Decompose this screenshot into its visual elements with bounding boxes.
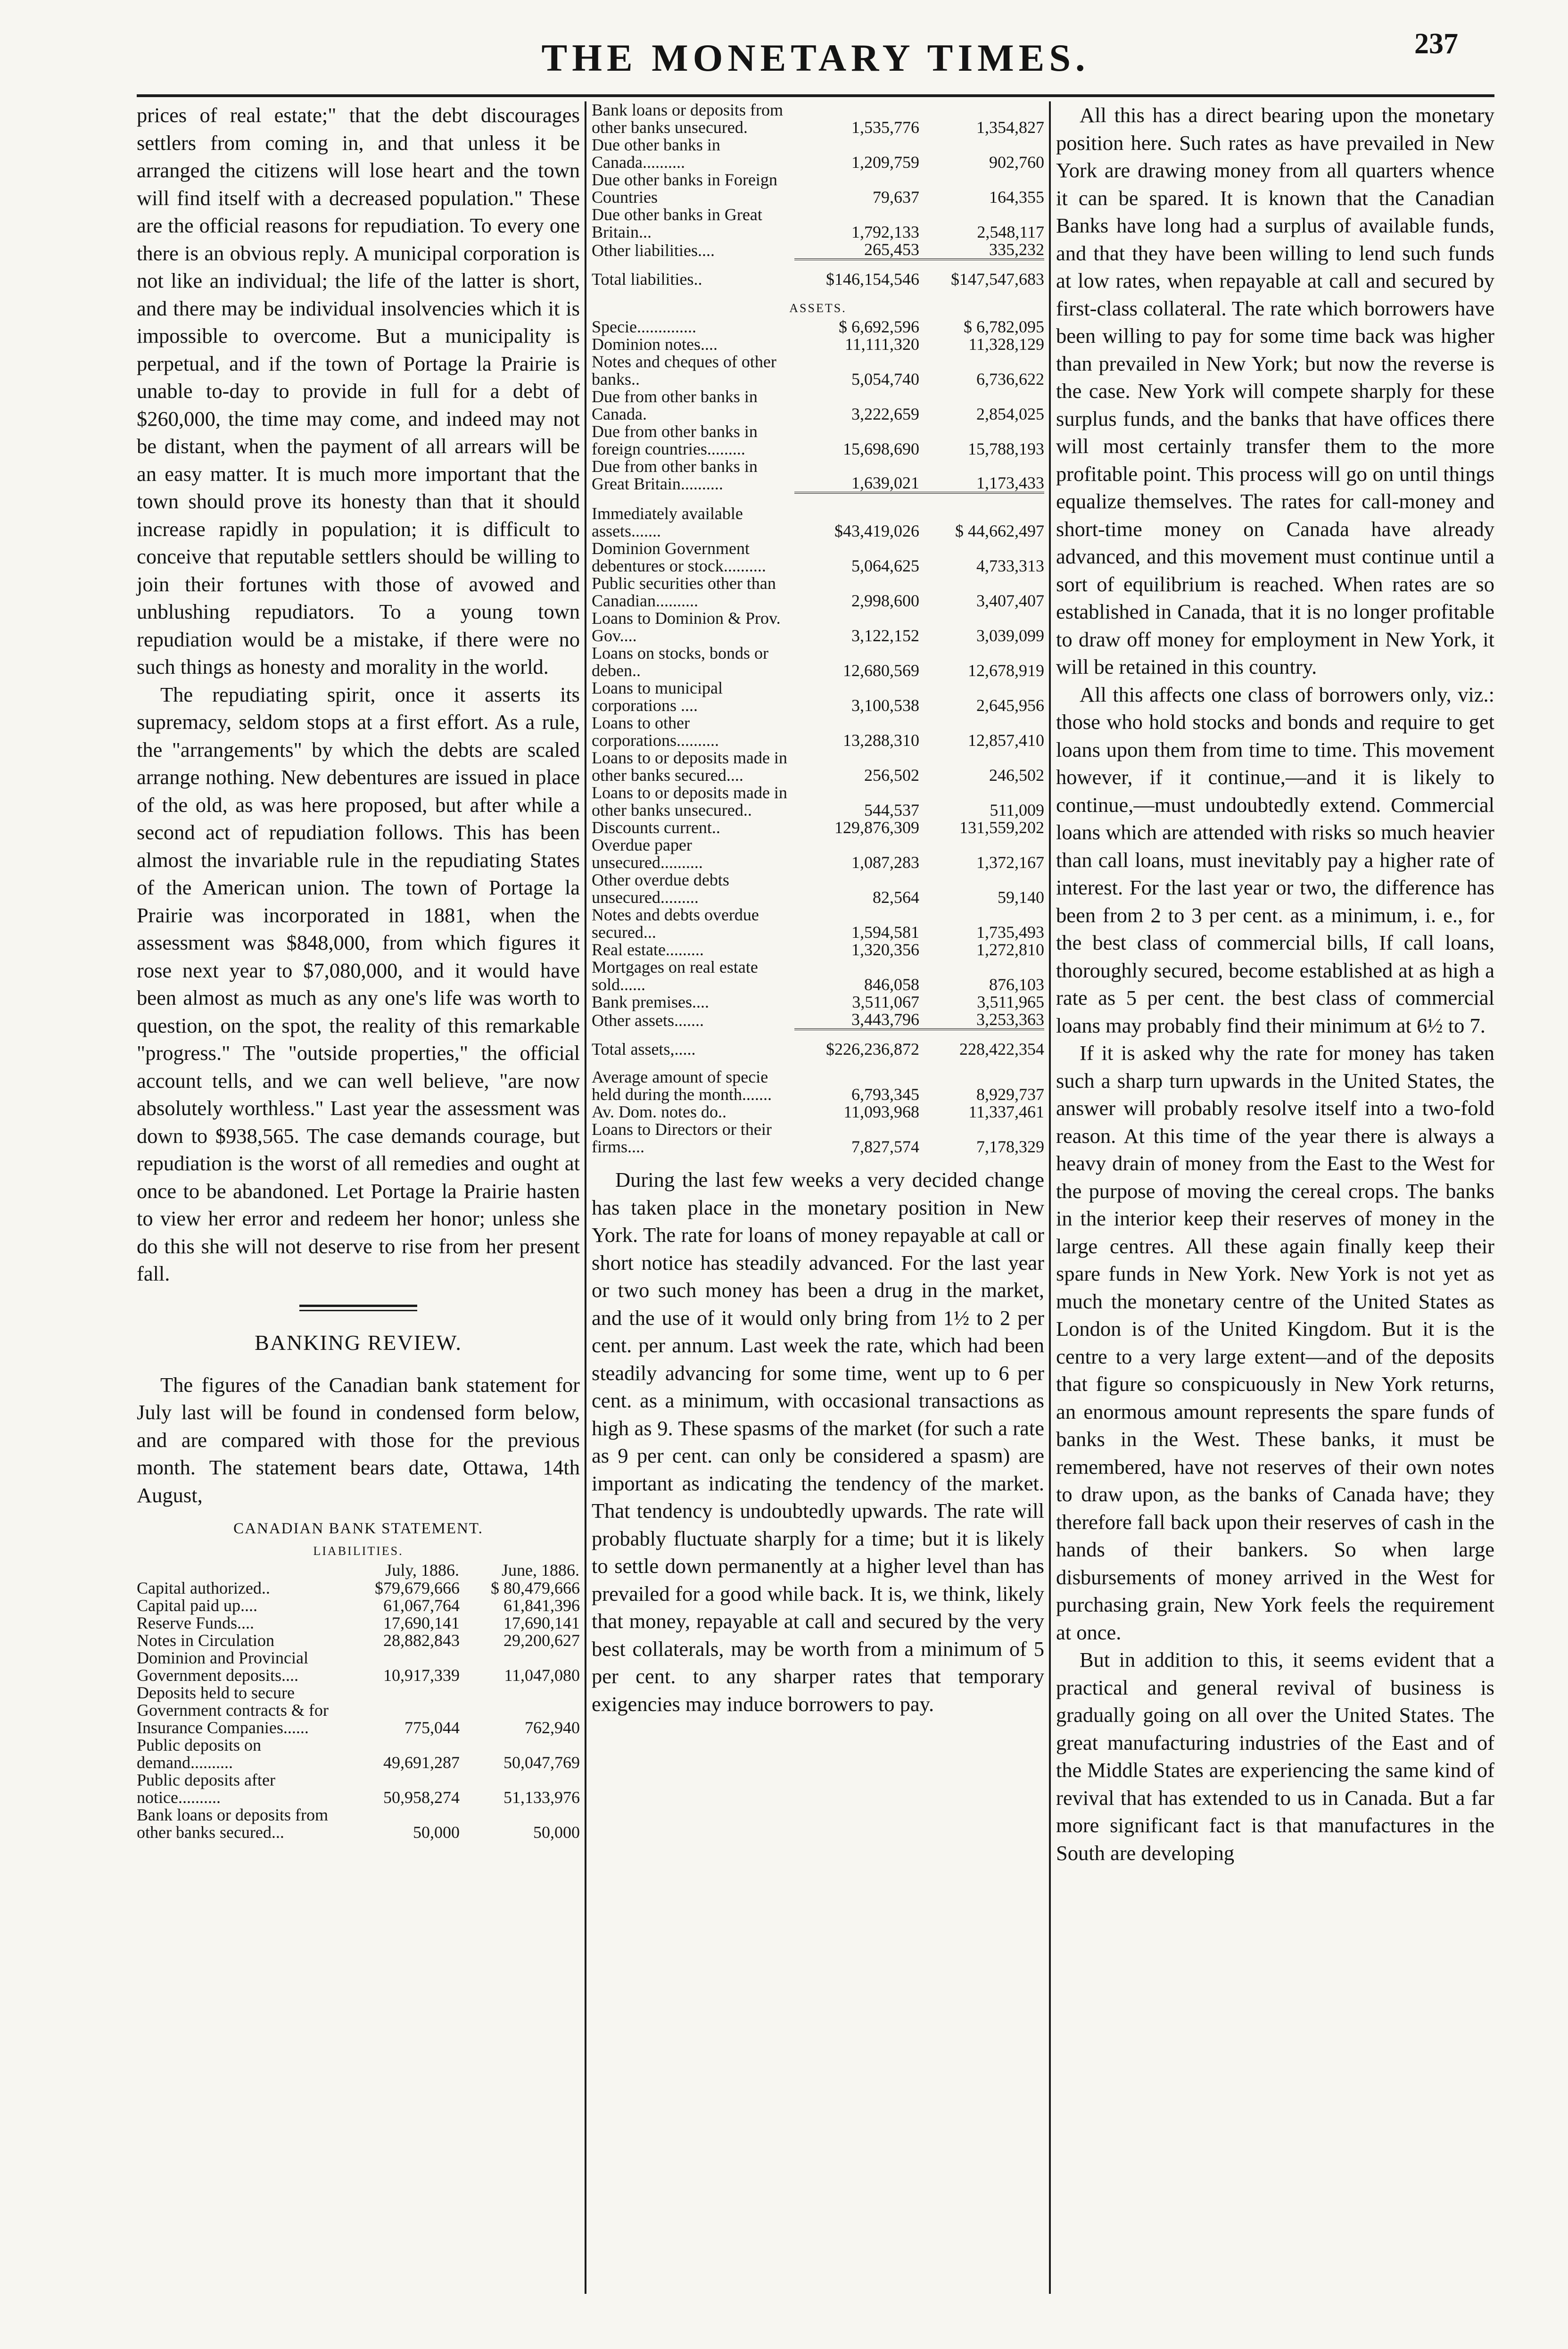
row-label: Dominion notes.... xyxy=(592,335,718,354)
row-value-june: 164,355 xyxy=(989,188,1044,207)
table-row xyxy=(592,505,1044,540)
table-row xyxy=(592,959,1044,993)
table-row xyxy=(592,353,1044,388)
row-value-july: 5,064,625 xyxy=(851,556,919,575)
table-row xyxy=(592,318,1044,336)
article-paragraph: prices of real estate;" that the debt discourages settlers from coming in, and that unless it be arranged the citizens will lose heart and the town will find itself with a decreased population." These are the official reasons for repudiation. To every one there is an obvious reply. A municipal corporation is not like an individual; the life of the latter is short, and there may be individual insolvencies which it is impossible to overcome. But a municipality is perpetual, and if the town of Portage la Prairie is unable to-day to provide in full for a debt of $260,000, the time may come, and indeed may not be distant, when the payment of all arrears will be an easy matter. It is much more important that the town should prove its honesty than that it should increase rapidly in population; it is difficult to conceive that reputable settlers should be willing to join their fortunes with those of avowed and unblushing repudiators. To a young town repudiation would be a mistake, if there were no such things as honesty and morality in the world. xyxy=(137,103,580,678)
row-value-june: 876,103 xyxy=(989,975,1044,994)
row-label: Due other banks in Great Britain... xyxy=(592,205,762,241)
table-row xyxy=(592,941,1044,959)
publication-title: THE MONETARY TIMES. xyxy=(541,36,1090,79)
table-row-total xyxy=(592,1029,1044,1068)
table-row xyxy=(592,206,1044,241)
column-2 xyxy=(592,101,1044,1718)
row-value-june: 12,678,919 xyxy=(968,661,1044,680)
row-label: Capital authorized.. xyxy=(137,1579,270,1597)
assets-heading: ASSETS. xyxy=(789,301,847,315)
table-row xyxy=(592,171,1044,206)
row-value-july: 13,288,310 xyxy=(843,731,919,750)
row-value-july: 82,564 xyxy=(873,888,919,907)
table-row xyxy=(592,241,1044,259)
section-divider xyxy=(299,1305,417,1307)
row-value-june: 7,178,329 xyxy=(976,1137,1044,1156)
column-header: June, 1886. xyxy=(502,1561,579,1580)
row-label: Mortgages on real estate sold...... xyxy=(592,958,758,994)
row-label: Specie.............. xyxy=(592,317,696,336)
table-row xyxy=(592,645,1044,679)
row-label: Loans to Directors or their firms.... xyxy=(592,1120,772,1156)
row-value-july: $79,679,666 xyxy=(375,1579,460,1597)
row-value-july: 50,958,274 xyxy=(383,1788,460,1807)
table-row xyxy=(592,836,1044,871)
table-row xyxy=(592,1011,1044,1029)
row-value-july: $226,236,872 xyxy=(794,1029,919,1068)
row-value-june: 2,645,956 xyxy=(976,696,1044,715)
section-divider xyxy=(299,1310,417,1311)
article-paragraph: If it is asked why the rate for money has taken such a sharp turn upwards in the United States, the answer will probably resolve itself into a two-fold reason. At this time of the year there is always a heavy drain of money from the East to the West for the purpose of moving the cereal crops. The banks in the interior keep their reserves of money in the large centres. All these again finally keep their spare funds in New York. New York is not yet as much the monetary centre of the United States as London is of the United Kingdom. But it is the centre to a very large extent—and of the deposits that figure so conspicuously in New York returns, an enormous amount represents the spare funds of banks in the West. These banks, it must be remembered, have not reserves of their own notes to draw upon, as the banks of Canada have; they therefore fall back upon their reserves of cash in the hands of their bankers. So when large disbursements of money arrived in the West for purchasing grain, New York feels the requirement at once. xyxy=(1056,1041,1494,1644)
liabilities-table xyxy=(137,1561,580,1841)
row-value-july: $146,154,546 xyxy=(794,259,919,298)
row-label: Av. Dom. notes do.. xyxy=(592,1102,726,1121)
row-value-june: 50,000 xyxy=(533,1823,580,1842)
row-value-july: 3,511,067 xyxy=(852,993,919,1011)
table-row xyxy=(137,1580,580,1597)
row-value-july: 50,000 xyxy=(413,1823,460,1842)
row-label: Real estate......... xyxy=(592,940,704,959)
row-value-june: 2,548,117 xyxy=(977,223,1044,241)
row-label: Due other banks in Foreign Countries xyxy=(592,170,777,207)
row-label: Other assets....... xyxy=(592,1011,704,1030)
row-label: Notes and cheques of other banks.. xyxy=(592,352,776,389)
row-value-july: $43,419,026 xyxy=(834,521,919,540)
table-row xyxy=(592,540,1044,575)
table-row xyxy=(592,679,1044,714)
section-heading: BANKING REVIEW. xyxy=(255,1330,462,1355)
row-value-june: 4,733,313 xyxy=(976,556,1044,575)
article-paragraph: But in addition to this, it seems evident that a practical and general revival of business is gradually going on all over the United States. The great manufacturing industries of the East and of the Middle States are experiencing the same kind of revival that has extended to us in Canada. But a far more significant fact is that manufactures in the South are developing xyxy=(1056,1648,1494,1865)
row-label: Average amount of specie held during the month....... xyxy=(592,1067,772,1104)
row-label: Dominion Government debentures or stock.......... xyxy=(592,539,766,575)
table-row xyxy=(592,993,1044,1011)
row-label: Notes in Circulation xyxy=(137,1631,274,1650)
row-value-june: 59,140 xyxy=(998,888,1044,907)
row-label: Loans to other corporations.......... xyxy=(592,713,719,750)
row-value-june: 1,372,167 xyxy=(976,853,1044,872)
table-row xyxy=(137,1614,580,1632)
table-row xyxy=(137,1737,580,1771)
row-label: Other overdue debts unsecured......... xyxy=(592,870,729,907)
row-value-june: 246,502 xyxy=(989,766,1044,785)
table-row xyxy=(137,1632,580,1649)
table-row xyxy=(592,1103,1044,1121)
sum-rule-row xyxy=(592,493,1044,505)
row-value-july: 129,876,309 xyxy=(834,818,919,837)
masthead xyxy=(137,23,1494,93)
row-value-july: 11,093,968 xyxy=(843,1102,919,1121)
row-label: Due other banks in Canada.......... xyxy=(592,135,720,172)
row-value-july: 15,698,690 xyxy=(843,439,919,458)
row-label: Due from other banks in Canada. xyxy=(592,387,758,423)
row-label: Due from other banks in Great Britain.......... xyxy=(592,457,758,493)
row-value-june: 2,854,025 xyxy=(976,405,1044,423)
table-row xyxy=(137,1771,580,1806)
liabilities-table-continued xyxy=(592,101,1044,298)
row-value-july: 3,443,796 xyxy=(851,1010,919,1029)
row-value-july: 1,320,356 xyxy=(851,940,919,959)
row-value-june: 131,559,202 xyxy=(959,818,1044,837)
row-value-june: 6,736,622 xyxy=(976,370,1044,389)
table-row xyxy=(592,1121,1044,1156)
row-value-july: 1,087,283 xyxy=(851,853,919,872)
row-label: Loans to or deposits made in other banks secured.... xyxy=(592,748,787,785)
table-row xyxy=(592,714,1044,749)
row-value-june: 51,133,976 xyxy=(503,1788,580,1807)
row-value-july: 1,594,581 xyxy=(851,923,919,942)
row-value-july: 1,535,776 xyxy=(851,118,919,137)
table-row xyxy=(592,1068,1044,1103)
column-rule-1 xyxy=(585,101,586,2294)
row-value-july: 256,502 xyxy=(864,766,919,785)
row-value-july: 79,637 xyxy=(873,188,919,207)
row-label: Loans to municipal corporations .... xyxy=(592,678,723,715)
row-label: Bank premises.... xyxy=(592,993,709,1011)
row-value-june: 3,511,965 xyxy=(977,993,1044,1011)
row-value-july: 6,793,345 xyxy=(851,1085,919,1104)
table-row xyxy=(592,336,1044,353)
row-value-june: 762,940 xyxy=(525,1718,580,1737)
row-label: Reserve Funds.... xyxy=(137,1613,254,1632)
table-row xyxy=(592,101,1044,136)
row-value-june: 1,272,810 xyxy=(976,940,1044,959)
row-value-june: 3,039,099 xyxy=(976,626,1044,645)
table-row xyxy=(592,575,1044,610)
table-row xyxy=(592,819,1044,836)
column-rule-2 xyxy=(1049,101,1051,2294)
article-paragraph: All this has a direct bearing upon the monetary position here. Such rates as have prevailed in New York are drawing money from all quarters whence it can be spared. It is known that the Canadian Banks have long had a surplus of available funds, and that they have been willing to lend such funds at low rates, when repayable at call and secured by first-class collateral. The rate which borrowers have been willing to pay for some time back was higher than prevailed in New York; but now the reverse is the case. New York will compete sharply for these surplus funds, and the banks that have offices there will most certainly transfer them to the more profitable point. This process will go on until things equalize themselves. The rates for call-money and short-time money on Canada have already advanced, and this movement must continue until a sort of equilibrium is reached. When rates are so established in Canada, that it is no longer profitable to draw off money for employment in New York, it will be retained in this country. xyxy=(1056,103,1494,678)
table-title: CANADIAN BANK STATEMENT. xyxy=(233,1520,483,1537)
article-paragraph: The figures of the Canadian bank statement for July last will be found in condensed form below, and are compared with those for the previous month. The statement bears date, Ottawa, 14th August, xyxy=(137,1373,580,1507)
row-label: Dominion and Provincial Government deposits.... xyxy=(137,1648,308,1685)
row-value-june: $ 6,782,095 xyxy=(964,317,1044,336)
article-paragraph: All this affects one class of borrowers only, viz.: those who hold stocks and bonds and require to get loans upon them from time to time. This movement however, if it continue,—and it is likely to continue,—must undoubtedly extend. Commercial loans which are attended with risks so much heavier than call loans, must inevitably pay a higher rate of interest. For the last year or two, the difference has been from 2 to 3 per cent. as a minimum, i. e., for the best class of commercial bills, If call loans, thoroughly secured, become established at as high a rate as 5 per cent. the best class of commercial loans may probably find their minimum at 6½ to 7. xyxy=(1056,682,1494,1037)
row-value-june: $ 80,479,666 xyxy=(491,1579,580,1597)
row-value-june: 1,173,433 xyxy=(976,473,1044,492)
row-value-july: 3,100,538 xyxy=(851,696,919,715)
row-value-july: 1,209,759 xyxy=(851,153,919,172)
row-value-july: $ 6,692,596 xyxy=(839,317,919,336)
row-value-june: 3,253,363 xyxy=(976,1010,1044,1029)
row-value-july: 3,122,152 xyxy=(851,626,919,645)
table-row xyxy=(137,1806,580,1841)
row-value-july: 11,111,320 xyxy=(845,335,919,354)
row-label: Loans on stocks, bonds or deben.. xyxy=(592,644,768,680)
row-value-july: 61,067,764 xyxy=(383,1596,460,1615)
row-label: Bank loans or deposits from other banks unsecured. xyxy=(592,100,783,137)
row-label: Deposits held to secure Government contracts & for Insurance Companies...... xyxy=(137,1683,329,1737)
row-label: Due from other banks in foreign countries......... xyxy=(592,422,758,458)
row-value-june: 3,407,407 xyxy=(976,591,1044,610)
row-value-june: 228,422,354 xyxy=(919,1029,1044,1068)
column-1 xyxy=(137,101,580,1841)
row-value-june: 8,929,737 xyxy=(976,1085,1044,1104)
table-row xyxy=(137,1684,580,1737)
row-value-july: 846,058 xyxy=(864,975,919,994)
row-value-june: $ 44,662,497 xyxy=(955,521,1044,540)
table-row xyxy=(592,136,1044,171)
row-value-june: 61,841,396 xyxy=(503,1596,580,1615)
table-row xyxy=(592,784,1044,819)
row-value-june: 12,857,410 xyxy=(968,731,1044,750)
table-row xyxy=(592,458,1044,493)
row-value-july: 10,917,339 xyxy=(383,1666,460,1685)
row-value-july: 7,827,574 xyxy=(851,1137,919,1156)
table-row xyxy=(137,1649,580,1684)
row-value-july: 5,054,740 xyxy=(851,370,919,389)
row-label: Total assets,..... xyxy=(592,1040,696,1059)
page-number: 237 xyxy=(1414,28,1458,60)
table-row xyxy=(592,749,1044,784)
row-value-july: 265,453 xyxy=(864,240,919,259)
row-value-june: 11,337,461 xyxy=(968,1102,1044,1121)
row-value-july: 12,680,569 xyxy=(843,661,919,680)
row-label: Bank loans or deposits from other banks secured... xyxy=(137,1805,328,1842)
article-paragraph: During the last few weeks a very decided change has taken place in the monetary position in New York. The rate for loans of money repayable at call or short notice has steadily advanced. For the last year or two such money has been a drug in the market, and the use of it would only bring from 1½ to 2 per cent. per annum. Last week the rate, which had been steadily advancing for some time, went up to 6 per cent. as a minimum, with occasional transactions as high as 9. These spasms of the market (for such a rate as 9 per cent. can only be considered a spasm) are important as indicating the tendency of the market. That tendency is undoubtedly upwards. The rate will probably fluctuate sharply for a time; but it is likely to settle down permanently at a higher level than has prevailed for a good while back. It is, we think, likely that money, repayable at call and secured by the very best collaterals, may be worth from a minimum of 5 per cent. to any sharper rates that temporary exigencies may induce borrowers to pay. xyxy=(592,1168,1044,1716)
row-label: Notes and debts overdue secured... xyxy=(592,905,759,942)
row-label: Overdue paper unsecured.......... xyxy=(592,835,703,872)
column-header: July, 1886. xyxy=(385,1561,459,1580)
row-value-july: 28,882,843 xyxy=(383,1631,460,1650)
liabilities-heading: LIABILITIES. xyxy=(313,1544,404,1558)
row-label: Immediately available assets....... xyxy=(592,504,743,540)
row-value-june: 335,232 xyxy=(989,240,1044,259)
row-value-june: 15,788,193 xyxy=(968,439,1044,458)
row-label: Discounts current.. xyxy=(592,818,720,837)
row-value-june: 1,354,827 xyxy=(976,118,1044,137)
row-value-july: 1,792,133 xyxy=(851,223,919,241)
row-value-june: 11,328,129 xyxy=(968,335,1044,354)
row-label: Other liabilities.... xyxy=(592,241,715,260)
table-row xyxy=(592,906,1044,941)
row-label: Loans to or deposits made in other banks unsecured.. xyxy=(592,783,787,819)
table-row xyxy=(592,610,1044,645)
row-value-july: 2,998,600 xyxy=(851,591,919,610)
row-value-june: 11,047,080 xyxy=(504,1666,580,1685)
row-label: Loans to Dominion & Prov. Gov.... xyxy=(592,609,781,645)
table-row xyxy=(592,871,1044,906)
row-value-june: 50,047,769 xyxy=(503,1753,580,1772)
assets-table xyxy=(592,318,1044,1156)
row-label: Total liabilities.. xyxy=(592,270,702,289)
row-value-june: 17,690,141 xyxy=(503,1613,580,1632)
row-label: Public deposits on demand.......... xyxy=(137,1736,262,1772)
row-value-july: 17,690,141 xyxy=(383,1613,460,1632)
row-value-june: 1,735,493 xyxy=(976,923,1044,942)
row-value-july: 544,537 xyxy=(864,801,919,819)
row-value-june: 29,200,627 xyxy=(503,1631,580,1650)
row-label: Capital paid up.... xyxy=(137,1596,257,1615)
column-3 xyxy=(1056,101,1494,1867)
table-row xyxy=(592,388,1044,423)
row-value-july: 3,222,659 xyxy=(851,405,919,423)
row-value-june: 511,009 xyxy=(990,801,1044,819)
article-paragraph: The repudiating spirit, once it asserts its supremacy, seldom stops at a first effort. As a rule, the "arrangements" by which the debts are scaled arrange nothing. New debentures are issued in place of the old, as was here proposed, but after while a second act of repudiation follows. This has been almost the invariable rule in the repudiating States of the American union. The town of Portage la Prairie was incorporated in 1881, when the assessment was $848,000, from which figures it rose next year to $7,080,000, and it would have been almost as much as any one's life was worth to question, on the spot, the reality of this remarkable "progress." The "outside properties," the official account tells, and we can well believe, "are now absolutely worthless." Last year the assessment was down to $938,565. The case demands courage, but repudiation is the worst of all remedies and ought at once to be abandoned. Let Portage la Prairie hasten to view her error and redeem her honor; unless she do this she will not deserve to rise from her present fall. xyxy=(137,682,580,1285)
table-header-row xyxy=(137,1561,580,1580)
table-row xyxy=(137,1597,580,1614)
header-rule xyxy=(137,94,1494,97)
row-value-june: $147,547,683 xyxy=(919,259,1044,298)
row-value-july: 775,044 xyxy=(404,1718,460,1737)
row-value-july: 1,639,021 xyxy=(851,473,919,492)
row-label: Public securities other than Canadian.......... xyxy=(592,574,776,610)
table-row xyxy=(592,423,1044,458)
row-value-june: 902,760 xyxy=(989,153,1044,172)
row-label: Public deposits after notice.......... xyxy=(137,1770,275,1807)
row-value-july: 49,691,287 xyxy=(383,1753,460,1772)
table-row-total xyxy=(592,259,1044,298)
